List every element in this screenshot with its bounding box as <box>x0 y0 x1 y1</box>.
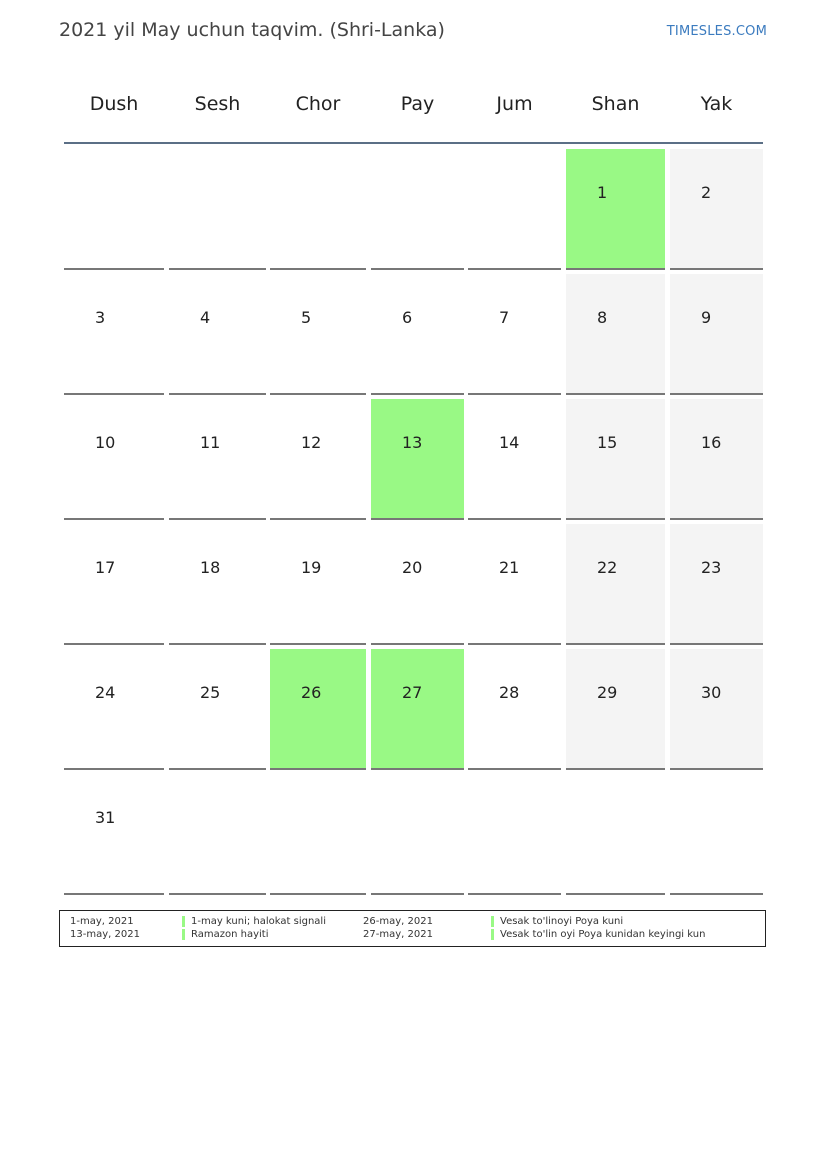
weekday-label: Dush <box>89 93 139 115</box>
day-number: 26 <box>301 683 322 702</box>
empty-cell <box>670 774 763 895</box>
day-number: 27 <box>402 683 423 702</box>
empty-cell <box>169 774 266 895</box>
day-number: 14 <box>499 433 520 452</box>
day-cell[interactable] <box>566 524 665 645</box>
page-title: 2021 yil May uchun taqvim. (Shri-Lanka) <box>59 19 445 41</box>
holiday-legend <box>59 910 766 947</box>
day-cell[interactable] <box>270 399 366 520</box>
day-number: 4 <box>200 308 211 327</box>
day-cell[interactable] <box>64 399 164 520</box>
header-divider <box>64 142 763 144</box>
day-number: 29 <box>597 683 618 702</box>
day-cell[interactable] <box>371 649 464 770</box>
day-cell[interactable] <box>169 524 266 645</box>
day-number: 1 <box>597 183 608 202</box>
day-number: 20 <box>402 558 423 577</box>
day-number: 11 <box>200 433 221 452</box>
empty-cell <box>468 774 561 895</box>
empty-cell <box>371 149 464 270</box>
legend-date: 13-may, 2021 <box>70 929 140 940</box>
day-cell[interactable] <box>468 524 561 645</box>
day-number: 25 <box>200 683 221 702</box>
day-cell[interactable] <box>670 399 763 520</box>
day-number: 18 <box>200 558 221 577</box>
day-number: 16 <box>701 433 722 452</box>
day-cell[interactable] <box>566 274 665 395</box>
weekday-label: Sesh <box>194 93 241 115</box>
weekday-header <box>64 78 763 130</box>
day-cell[interactable] <box>371 274 464 395</box>
day-cell[interactable] <box>468 274 561 395</box>
empty-cell <box>270 774 366 895</box>
legend-holiday-name: Vesak to'linoyi Poya kuni <box>491 916 623 927</box>
empty-cell <box>169 149 266 270</box>
day-number: 2 <box>701 183 712 202</box>
weekday-label: Yak <box>700 93 733 115</box>
day-cell[interactable] <box>468 399 561 520</box>
day-number: 6 <box>402 308 413 327</box>
day-number: 8 <box>597 308 608 327</box>
day-number: 21 <box>499 558 520 577</box>
day-cell[interactable] <box>468 649 561 770</box>
day-cell[interactable] <box>64 774 164 895</box>
day-cell[interactable] <box>670 524 763 645</box>
legend-holiday-name: 1-may kuni; halokat signali <box>182 916 326 927</box>
day-cell[interactable] <box>566 399 665 520</box>
day-cell[interactable] <box>64 274 164 395</box>
day-number: 17 <box>95 558 116 577</box>
day-cell[interactable] <box>270 274 366 395</box>
day-cell[interactable] <box>670 649 763 770</box>
day-cell[interactable] <box>670 274 763 395</box>
day-cell[interactable] <box>566 649 665 770</box>
legend-date: 26-may, 2021 <box>363 916 433 927</box>
empty-cell <box>468 149 561 270</box>
empty-cell <box>270 149 366 270</box>
empty-cell <box>64 149 164 270</box>
day-cell[interactable] <box>169 399 266 520</box>
day-number: 30 <box>701 683 722 702</box>
weekday-label: Pay <box>400 93 435 115</box>
day-cell[interactable] <box>64 649 164 770</box>
day-number: 23 <box>701 558 722 577</box>
day-number: 15 <box>597 433 618 452</box>
weekday-label: Chor <box>295 93 341 115</box>
day-number: 24 <box>95 683 116 702</box>
day-number: 22 <box>597 558 618 577</box>
day-cell[interactable] <box>371 524 464 645</box>
day-cell[interactable] <box>169 649 266 770</box>
day-number: 10 <box>95 433 116 452</box>
day-cell[interactable] <box>371 399 464 520</box>
day-cell[interactable] <box>64 524 164 645</box>
day-number: 19 <box>301 558 322 577</box>
site-link[interactable]: TIMESLES.COM <box>666 24 767 39</box>
day-cell[interactable] <box>566 149 665 270</box>
empty-cell <box>566 774 665 895</box>
day-cell[interactable] <box>270 649 366 770</box>
day-number: 28 <box>499 683 520 702</box>
legend-holiday-name: Vesak to'lin oyi Poya kunidan keyingi kun <box>491 929 705 940</box>
day-cell[interactable] <box>670 149 763 270</box>
day-number: 31 <box>95 808 116 827</box>
day-cell[interactable] <box>169 274 266 395</box>
legend-holiday-name: Ramazon hayiti <box>182 929 268 940</box>
day-number: 3 <box>95 308 106 327</box>
weekday-label: Jum <box>496 93 533 115</box>
day-number: 7 <box>499 308 510 327</box>
legend-date: 27-may, 2021 <box>363 929 433 940</box>
weekday-label: Shan <box>591 93 640 115</box>
day-number: 13 <box>402 433 423 452</box>
day-number: 12 <box>301 433 322 452</box>
day-number: 9 <box>701 308 712 327</box>
empty-cell <box>371 774 464 895</box>
day-number: 5 <box>301 308 312 327</box>
day-cell[interactable] <box>270 524 366 645</box>
legend-date: 1-may, 2021 <box>70 916 134 927</box>
